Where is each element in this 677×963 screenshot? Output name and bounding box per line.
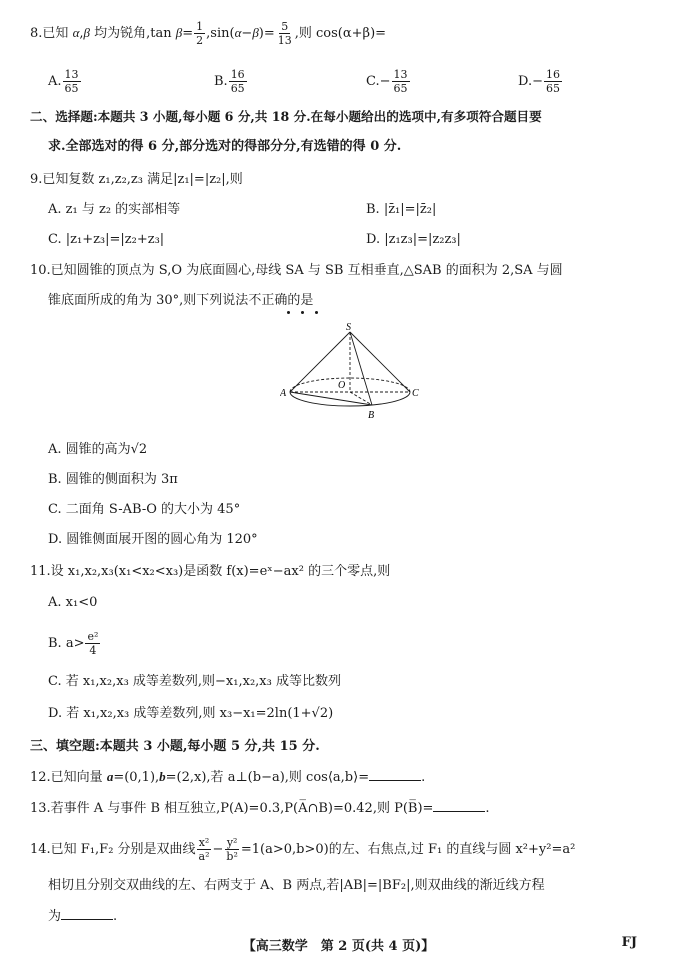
q10-option-c: C. 二面角 S-AB-O 的大小为 45°	[48, 502, 241, 517]
answer-blank[interactable]	[369, 768, 421, 781]
label-O: O	[338, 380, 346, 391]
label-A: A	[280, 388, 287, 399]
line-AB	[290, 392, 372, 405]
q10-option-d: D. 圆锥侧面展开图的圆心角为 120°	[48, 532, 258, 547]
q9-option-b: B. |z̄₁|=|z̄₂|	[366, 202, 437, 217]
cone-figure	[280, 320, 420, 428]
q9-option-c: C. |z₁+z₃|=|z₂+z₃|	[48, 232, 165, 247]
q10-option-a: A. 圆锥的高为√2	[48, 442, 148, 457]
section3-header: 三、填空题:本题共 3 小题,每小题 5 分,共 15 分.	[30, 739, 320, 754]
q8-option-c: C.− $\frac{13}{65}$	[366, 68, 408, 95]
q14-stem-line2: 相切且分别交双曲线的左、右两支于 A、B 两点,若|AB|=|BF₂|,则双曲线的渐近线方程	[48, 878, 545, 893]
q8-stem: 8.已知 α,β 均为锐角,tan β= $\frac{1}{2}$ ,sin(α−β)= $\frac{5}{13}$ ,则 cos(α+β)=	[30, 20, 387, 47]
q13-stem: 13.若事件 A 与事件 B 相互独立,P(A)=0.3,P(A̅∩B)=0.42,则 P(B̅)= .	[30, 801, 490, 816]
q9-stem: 9.已知复数 z₁,z₂,z₃ 满足|z₁|=|z₂|,则	[30, 172, 243, 187]
q11-option-b: B. a> $\frac{\text{e²}}{4}$	[48, 630, 99, 657]
label-C: C	[412, 388, 419, 399]
q10-stem-line2: 锥底面所成的角为 30°,则下列说法不正确的是	[48, 293, 314, 308]
q12-stem: 12.已知向量 a=(0,1),b=(2,x),若 a⊥(b−a),则 cos⟨a,b⟩= .	[30, 769, 426, 785]
q9-option-d: D. |z₁z₃|=|z₂z₃|	[366, 232, 461, 247]
q11-option-a: A. x₁<0	[48, 595, 98, 610]
ellipse-front	[290, 392, 410, 406]
q14-stem-line3: 为 .	[48, 909, 118, 924]
q11-option-c: C. 若 x₁,x₂,x₃ 成等差数列,则−x₁,x₂,x₃ 成等比数列	[48, 674, 341, 689]
q9-option-a: A. z₁ 与 z₂ 的实部相等	[48, 202, 181, 217]
label-S: S	[346, 322, 351, 333]
q10-option-b: B. 圆锥的侧面积为 3π	[48, 472, 178, 487]
page-footer	[0, 935, 677, 954]
q8-option-d: D.− $\frac{16}{65}$	[518, 68, 560, 95]
page-number: 【高三数学 第 2 页(共 4 页)】	[242, 939, 435, 954]
label-B: B	[368, 410, 375, 421]
q11-stem: 11.设 x₁,x₂,x₃(x₁<x₂<x₃)是函数 f(x)=eˣ−ax² 的三个零点,则	[30, 564, 391, 579]
emphasis-dots: 不正确	[248, 293, 288, 308]
section2-header-line1: 二、选择题:本题共 3 小题,每小题 6 分,共 18 分.在每小题给出的选项中,有多项符合题目要	[30, 109, 542, 124]
q10-stem-line1: 10.已知圆锥的顶点为 S,O 为底面圆心,母线 SA 与 SB 互相垂直,△SAB 的面积为 2,SA 与圆	[30, 263, 563, 278]
section2-header-line2: 求.全部选对的得 6 分,部分选对的得部分分,有选错的得 0 分.	[48, 139, 402, 154]
q8-option-b: B. $\frac{16}{65}$	[214, 68, 245, 95]
q11-option-d: D. 若 x₁,x₂,x₃ 成等差数列,则 x₃−x₁=2ln(1+√2)	[48, 706, 334, 721]
answer-blank[interactable]	[61, 907, 113, 920]
q14-stem-line1: 14.已知 F₁,F₂ 分别是双曲线 $\frac{\text{x²}}{\text{a²}}$ − $\frac{\text{y²}}{\text{b²}}$ =1(a>0,b>0)的左、右焦点,过 F₁ 的直线与圆 x²+y²=a²	[30, 836, 576, 863]
q8-option-a: A. $\frac{13}{65}$	[48, 68, 79, 95]
region-code: FJ	[621, 935, 637, 950]
answer-blank[interactable]	[433, 799, 485, 812]
